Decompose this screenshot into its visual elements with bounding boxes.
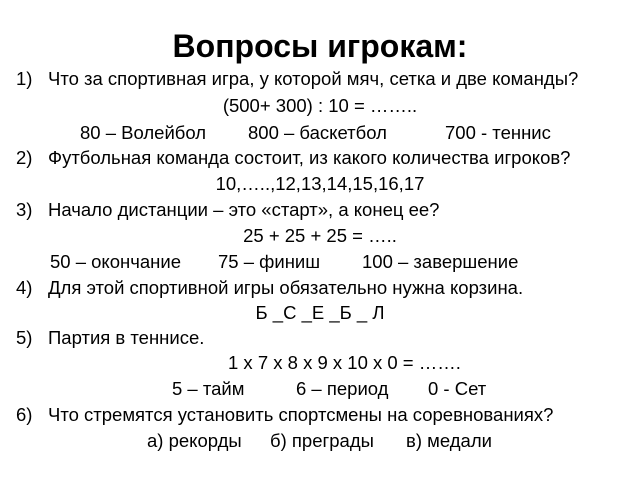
question-6 xyxy=(0,402,640,428)
question-3-expression: 25 + 25 + 25 = ….. xyxy=(243,225,397,246)
question-1-options xyxy=(0,120,640,146)
option: 75 – финиш xyxy=(218,251,321,272)
question-text: Что за спортивная игра, у которой мяч, сетка и две команды? xyxy=(48,68,579,89)
option: 800 – баскетбол xyxy=(248,122,387,143)
question-2 xyxy=(0,145,640,171)
question-number: 2) xyxy=(16,147,33,168)
option: в) медали xyxy=(406,430,492,451)
question-number: 5) xyxy=(16,327,33,348)
question-text: Футбольная команда состоит, из какого количества игроков? xyxy=(48,147,571,168)
question-1 xyxy=(0,66,640,92)
question-3 xyxy=(0,197,640,223)
question-2-sequence: 10,…..,12,13,14,15,16,17 xyxy=(215,173,425,194)
question-6-options xyxy=(0,428,640,454)
question-number: 3) xyxy=(16,199,33,220)
question-1-expression: (500+ 300) : 10 = …….. xyxy=(222,95,418,116)
question-3-options xyxy=(0,249,640,275)
question-5-expression: 1 х 7 х 8 х 9 х 10 х 0 = ……. xyxy=(228,352,461,373)
question-text: Что стремятся установить спортсмены на соревнованиях? xyxy=(48,404,554,425)
option: 80 – Волейбол xyxy=(80,122,207,143)
option: б) преграды xyxy=(270,430,374,451)
question-number: 1) xyxy=(16,68,33,89)
question-4 xyxy=(0,275,640,301)
option: а) рекорды xyxy=(147,430,242,451)
question-text: Для этой спортивной игры обязательно нужна корзина. xyxy=(48,277,524,298)
option: 50 – окончание xyxy=(50,251,182,272)
option: 0 - Сет xyxy=(428,378,487,399)
option: 100 – завершение xyxy=(362,251,519,272)
question-text: Начало дистанции – это «старт», а конец ее? xyxy=(48,199,440,220)
option: 700 - теннис xyxy=(445,122,551,143)
slide-title: Вопросы игрокам: xyxy=(172,28,468,64)
option: 6 – период xyxy=(296,378,389,399)
question-number: 4) xyxy=(16,277,33,298)
question-5-options xyxy=(0,376,640,402)
question-5 xyxy=(0,325,640,351)
question-4-puzzle: Б _С _Е _Б _ Л xyxy=(255,302,385,323)
option: 5 – тайм xyxy=(172,378,245,399)
question-text: Партия в теннисе. xyxy=(48,327,205,348)
question-number: 6) xyxy=(16,404,33,425)
